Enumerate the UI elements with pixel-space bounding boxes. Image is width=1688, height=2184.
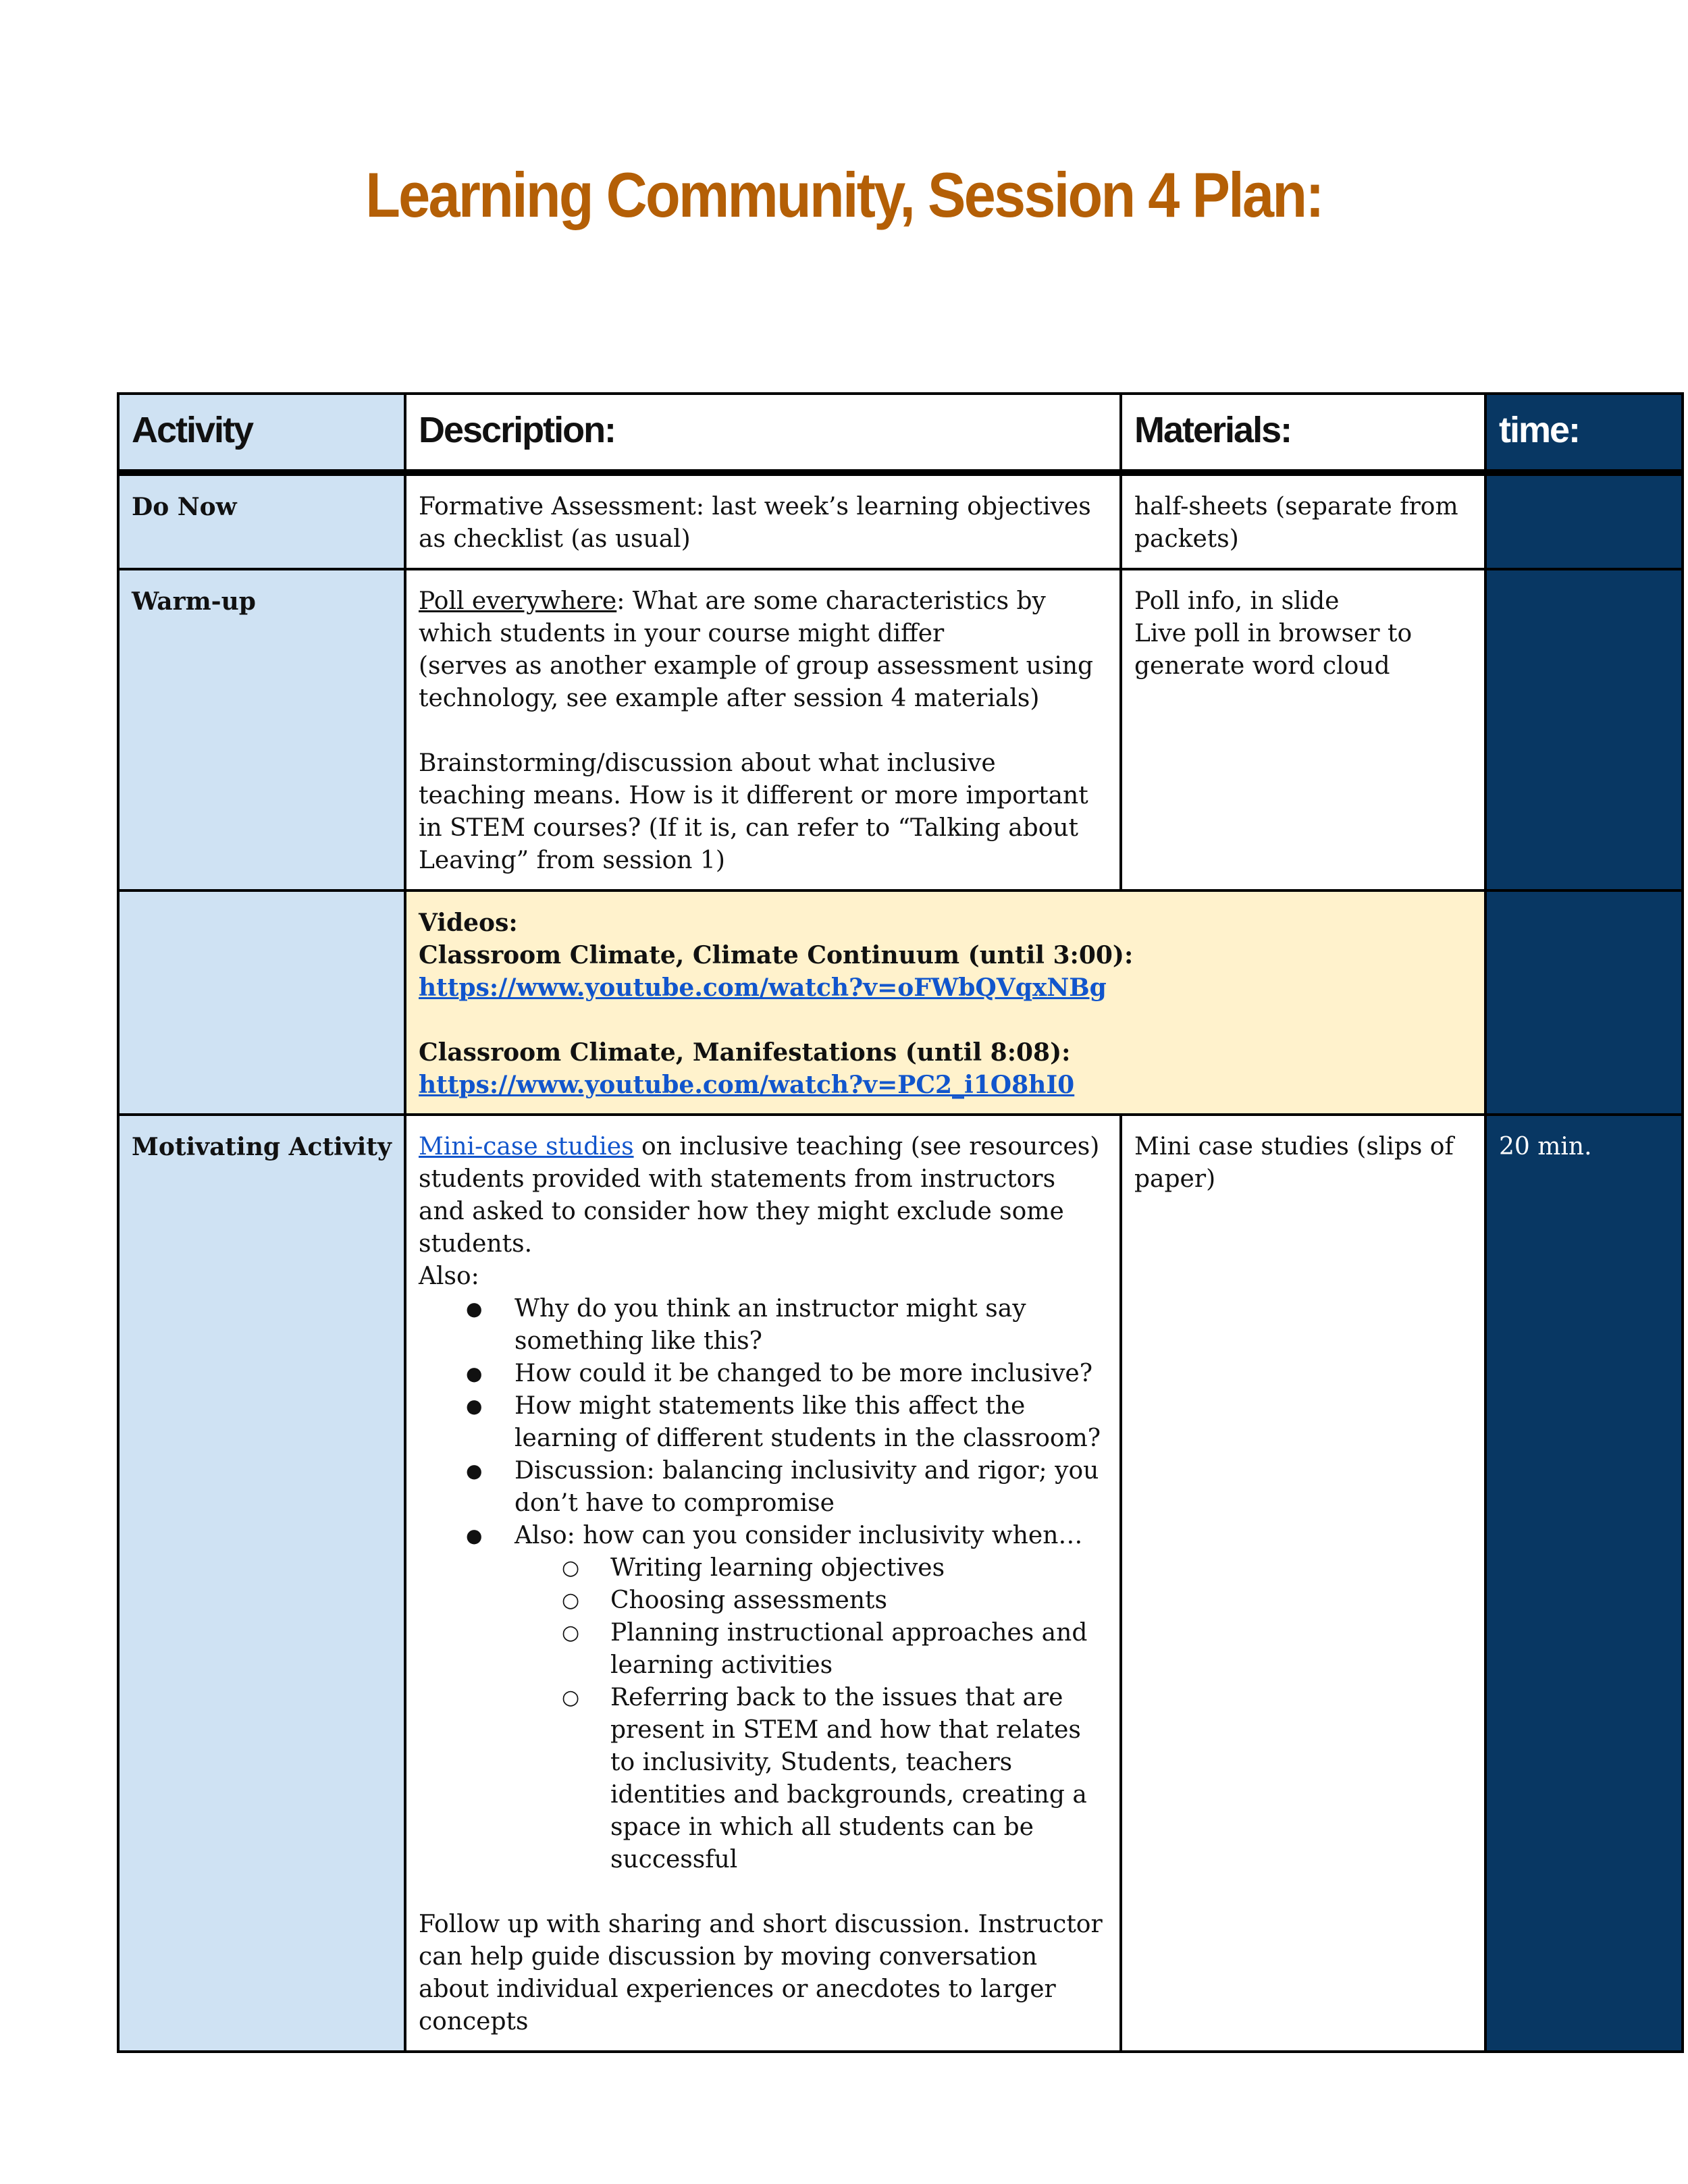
list-item bbox=[515, 1520, 1107, 1876]
description-cell bbox=[405, 1115, 1121, 2052]
case-intro-text: on inclusive teaching (see resources) students provided with statements from instructors and asked to consider how they might exclude some students. bbox=[419, 1133, 1100, 1258]
activity-cell bbox=[118, 1115, 405, 2052]
description-cell bbox=[405, 569, 1121, 890]
poll-paragraph bbox=[419, 585, 1107, 650]
sub-list-item: ○ Writing learning objectives bbox=[610, 1552, 1107, 1584]
video-title: Classroom Climate, Climate Continuum (until 3:00): bbox=[419, 941, 1134, 969]
table-row-do-now bbox=[118, 473, 1683, 569]
table-row-motivating bbox=[118, 1115, 1683, 2052]
sub-list bbox=[515, 1552, 1107, 1876]
list-item: ● Discussion: balancing inclusivity and rigor; you don’t have to compromise bbox=[515, 1455, 1107, 1520]
follow-up-text: Follow up with sharing and short discussion. Instructor can help guide discussion by moving conversation about individual experiences or anecdotes to larger concepts bbox=[419, 1911, 1103, 2035]
list-item-text: Also: how can you consider inclusivity when… bbox=[515, 1522, 1083, 1549]
time-cell: 20 min. bbox=[1485, 1115, 1683, 2052]
session-plan-table bbox=[117, 392, 1684, 2053]
time-header: time: bbox=[1485, 394, 1683, 473]
time-cell bbox=[1485, 473, 1683, 569]
video-link[interactable]: https://www.youtube.com/watch?v=PC2_i1O8hI0 bbox=[419, 1071, 1075, 1099]
list-item: ● How could it be changed to be more inclusive? bbox=[515, 1358, 1107, 1390]
activity-cell bbox=[118, 569, 405, 890]
also-label: Also: bbox=[419, 1262, 479, 1290]
list-item: ● Why do you think an instructor might say something like this? bbox=[515, 1293, 1107, 1358]
activity-header: Activity bbox=[118, 394, 405, 473]
list-item: ● How might statements like this affect the learning of different students in the classroom? bbox=[515, 1390, 1107, 1455]
activity-cell bbox=[118, 890, 405, 1115]
mini-case-studies-link[interactable]: Mini-case studies bbox=[419, 1133, 634, 1161]
videos-cell bbox=[405, 890, 1485, 1115]
activity-label: Warm-up bbox=[132, 587, 256, 616]
activity-cell bbox=[118, 473, 405, 569]
case-intro bbox=[419, 1131, 1107, 1260]
table-row-videos bbox=[118, 890, 1683, 1115]
brainstorm-text: Brainstorming/discussion about what inclusive teaching means. How is it different or more important in STEM courses? (If it is, can refer to “Talking about Leaving” from session 1) bbox=[419, 749, 1088, 874]
description-header: Description: bbox=[405, 394, 1121, 473]
time-cell bbox=[1485, 569, 1683, 890]
header-row bbox=[118, 394, 1683, 473]
description-cell: Formative Assessment: last week’s learning objectives as checklist (as usual) bbox=[405, 473, 1121, 569]
table-row-warm-up bbox=[118, 569, 1683, 890]
video-title: Classroom Climate, Manifestations (until 8:08): bbox=[419, 1038, 1071, 1067]
materials-line: Poll info, in slide bbox=[1134, 587, 1340, 615]
videos-heading: Videos: bbox=[419, 909, 518, 937]
materials-header: Materials: bbox=[1121, 394, 1485, 473]
materials-line: Live poll in browser to generate word cloud bbox=[1134, 620, 1413, 680]
sub-list-item: ○ Choosing assessments bbox=[610, 1584, 1107, 1617]
page-title: Learning Community, Session 4 Plan: bbox=[365, 159, 1323, 230]
poll-everywhere-link[interactable]: Poll everywhere bbox=[419, 587, 617, 615]
sub-list-item: ○ Referring back to the issues that are present in STEM and how that relates to inclusivity, Students, teachers identities and backgrounds, creating a space in which all students can be successful bbox=[610, 1682, 1107, 1876]
poll-note: (serves as another example of group assessment using technology, see example after session 4 materials) bbox=[419, 652, 1094, 712]
activity-label: Do Now bbox=[132, 493, 237, 521]
question-list bbox=[419, 1293, 1107, 1876]
sub-list-item: ○ Planning instructional approaches and learning activities bbox=[610, 1617, 1107, 1682]
video-link[interactable]: https://www.youtube.com/watch?v=oFWbQVqxNBg bbox=[419, 974, 1107, 1002]
materials-cell: Mini case studies (slips of paper) bbox=[1121, 1115, 1485, 2052]
materials-cell: half-sheets (separate from packets) bbox=[1121, 473, 1485, 569]
time-cell bbox=[1485, 890, 1683, 1115]
activity-label: Motivating Activity bbox=[132, 1133, 392, 1161]
poll-text: : What are some characteristics by which students in your course might differ bbox=[419, 587, 1046, 647]
materials-cell bbox=[1121, 569, 1485, 890]
